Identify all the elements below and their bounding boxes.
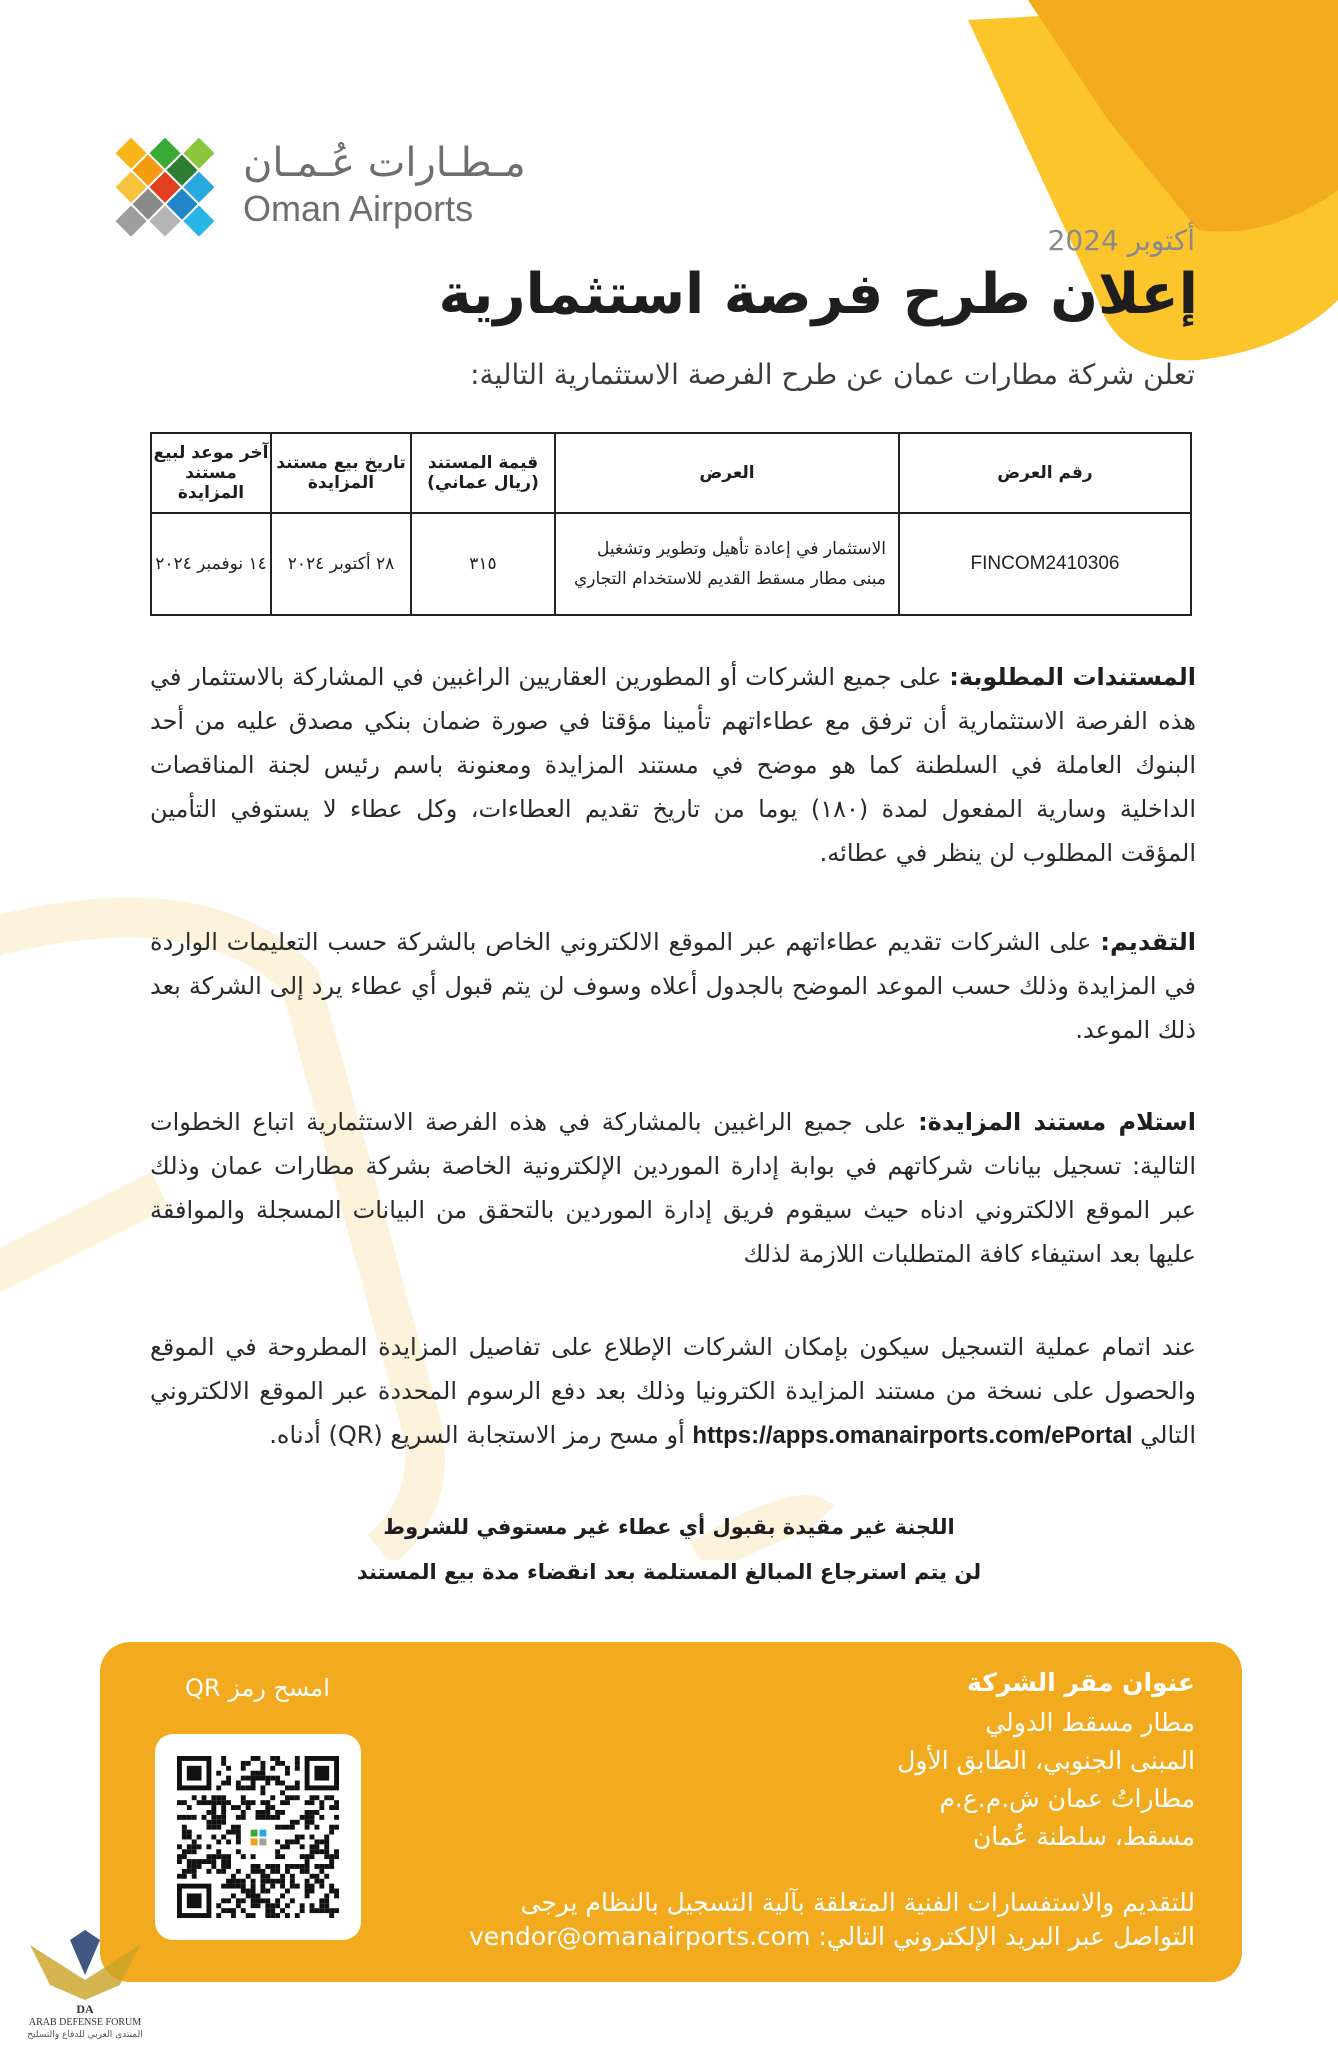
- required-documents-section: [150, 655, 1196, 875]
- intro-text: تعلن شركة مطارات عمان عن طرح الفرصة الاستثمارية التالية:: [470, 358, 1195, 391]
- forum-initials: DA: [76, 2002, 94, 2016]
- required-documents-text: على جميع الشركات أو المطورين العقاريين الراغبين في المشاركة بالاستثمار في هذه الفرصة الاستثمارية أن ترفق مع عطاءاتهم تأمينا مؤقتا في صورة ضمان بنكي مصدق عليه من أحد البنوك العاملة في السلطنة كما هو موضح في مستند المزايدة ومعنونة باسم رئيس لجنة المناقصات الداخلية وسارية المفعول لمدة (١٨٠) يوما من تاريخ تقديم العطاءات، وكل عطاء لا يستوفي التأمين المؤقت المطلوب لن ينظر في عطائه.: [150, 663, 1196, 867]
- cell-offer: الاستثمار في إعادة تأهيل وتطوير وتشغيل مبنى مطار مسقط القديم للاستخدام التجاري: [555, 513, 899, 615]
- header-offer-no: رقم العرض: [899, 433, 1191, 513]
- page-title: إعلان طرح فرصة استثمارية: [438, 262, 1198, 327]
- contact-line-2[interactable]: التواصل عبر البريد الإلكتروني التالي: vendor@omanairports.com: [469, 1922, 1195, 1951]
- cell-last-date: ١٤ نوفمبر ٢٠٢٤: [151, 513, 271, 615]
- qr-label: امسح رمز QR: [185, 1674, 330, 1702]
- address-line: مسقط، سلطنة عُمان: [972, 1822, 1195, 1851]
- header-last-date: آخر موعد لبيع مستند المزايدة: [151, 433, 271, 513]
- header-doc-value: قيمة المستند (ريال عماني): [411, 433, 555, 513]
- header-sale-date: تاريخ بيع مستند المزايدة: [271, 433, 411, 513]
- address-line: مطاراتُ عمان ش.م.ع.م: [939, 1784, 1195, 1813]
- cell-doc-value: ٣١٥: [411, 513, 555, 615]
- contact-line-1: للتقديم والاستفسارات الفنية المتعلقة بآلية التسجيل بالنظام يرجى: [520, 1888, 1195, 1917]
- submission-text: على الشركات تقديم عطاءاتهم عبر الموقع الالكتروني الخاص بالشركة حسب التعليمات الواردة في المزايدة وذلك حسب الموعد الموضح بالجدول أعلاه وسوف لن يتم قبول أي عطاء يرد إلى الشركة بعد ذلك الموعد.: [150, 928, 1196, 1044]
- required-documents-label: المستندات المطلوبة:: [949, 663, 1196, 691]
- cell-sale-date: ٢٨ أكتوبر ٢٠٢٤: [271, 513, 411, 615]
- address-line: المبنى الجنوبي، الطابق الأول: [897, 1746, 1195, 1775]
- receive-document-section: [150, 1100, 1196, 1276]
- registration-section: [150, 1325, 1196, 1458]
- forum-name-ar: المنتدى العربي للدفاع والتسليح: [27, 2030, 143, 2040]
- registration-text-end: أو مسح رمز الاستجابة السريع (QR) أدناه.: [269, 1421, 685, 1449]
- oman-airports-logo: [100, 125, 230, 255]
- forum-watermark-logo: [10, 1925, 160, 2040]
- registration-text: عند اتمام عملية التسجيل سيكون بإمكان الشركات الإطلاع على تفاصيل المزايدة المطروحة في الموقع والحصول على نسخة من مستند المزايدة الكترونيا وذلك بعد دفع الرسوم المحددة عبر الموقع الالكتروني التالي: [150, 1333, 1196, 1449]
- note-line-2: لن يتم استرجاع المبالغ المستلمة بعد انقضاء مدة بيع المستند: [356, 1560, 982, 1584]
- submission-section: [150, 920, 1196, 1052]
- qr-code[interactable]: [177, 1756, 339, 1918]
- cell-offer-no: FINCOM2410306: [899, 513, 1191, 615]
- brand-name-english: Oman Airports: [243, 188, 474, 229]
- eportal-link[interactable]: https://apps.omanairports.com/ePortal: [692, 1422, 1133, 1449]
- address-line: مطار مسقط الدولي: [985, 1708, 1195, 1737]
- forum-name-en: ARAB DEFENSE FORUM: [28, 2017, 142, 2028]
- announcement-date: أكتوبر 2024: [1047, 224, 1195, 257]
- receive-document-text: على جميع الراغبين بالمشاركة في هذه الفرصة الاستثمارية اتباع الخطوات التالية: تسجيل بيانات شركاتهم في بوابة إدارة الموردين الإلكترونية الخاصة بشركة مطارات عمان وذلك عبر الموقع الالكتروني ادناه حيث سيقوم فريق إدارة الموردين بالتحقق من البيانات المسجلة والموافقة عليها بعد استيفاء كافة المتطلبات اللازمة لذلك: [150, 1108, 1196, 1268]
- offer-table: [150, 432, 1192, 616]
- submission-label: التقديم:: [1100, 928, 1196, 956]
- brand-name-arabic: مـطـارات عُـمـان: [243, 140, 526, 186]
- table-row: [151, 513, 1191, 615]
- address-title: عنوان مقر الشركة: [967, 1668, 1195, 1697]
- note-line-1: اللجنة غير مقيدة بقبول أي عطاء غير مستوفي للشروط: [383, 1515, 955, 1539]
- header-offer: العرض: [555, 433, 899, 513]
- table-header-row: [151, 433, 1191, 513]
- receive-document-label: استلام مستند المزايدة:: [918, 1108, 1196, 1136]
- qr-card: [155, 1734, 361, 1940]
